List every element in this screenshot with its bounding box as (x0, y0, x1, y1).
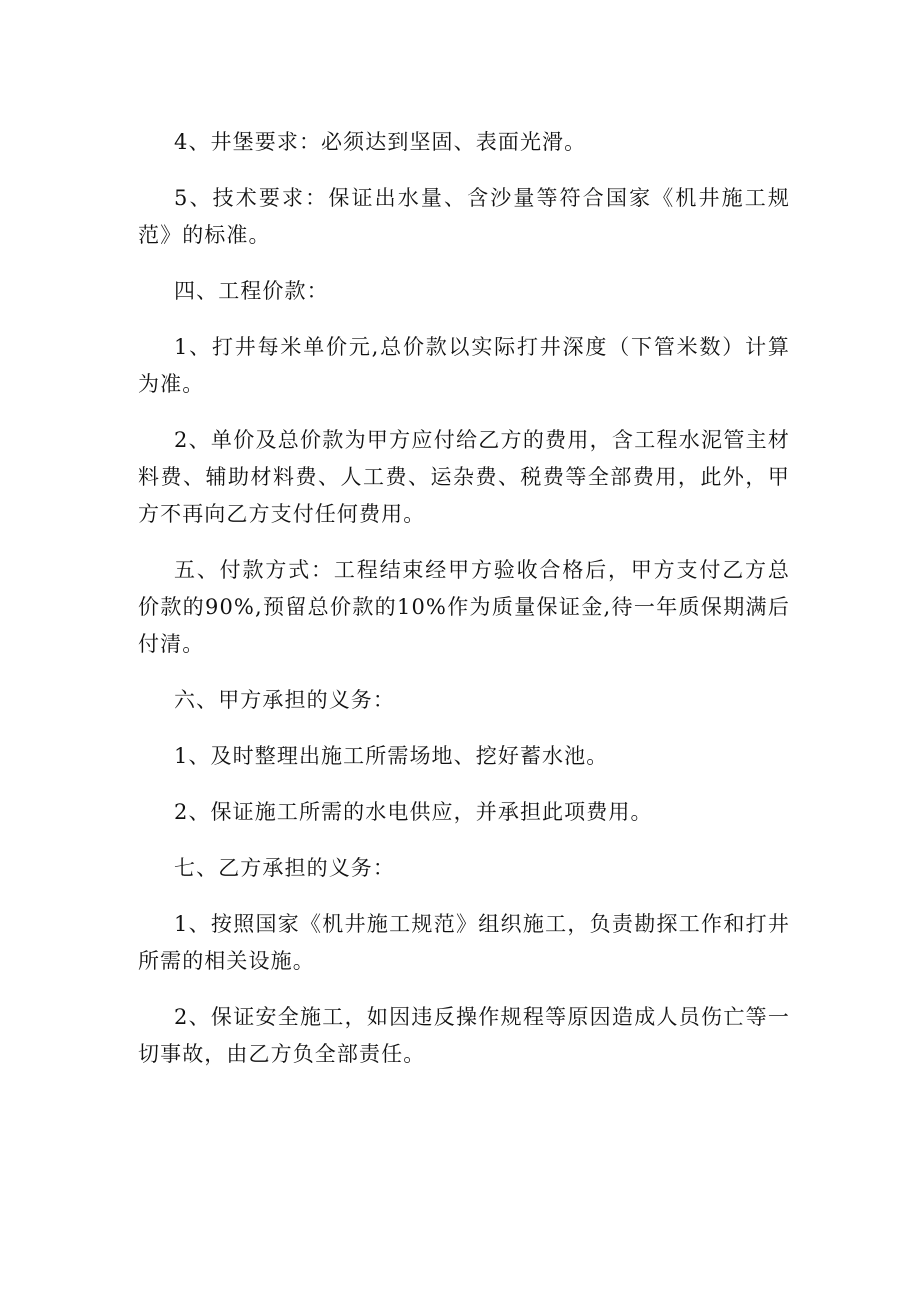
paragraph-unit-price: 1、打井每米单价元,总价款以实际打井深度（下管米数）计算为准。 (138, 335, 790, 396)
paragraph-party-b-safety: 2、保证安全施工，如因违反操作规程等原因造成人员伤亡等一切事故，由乙方负全部责任。 (138, 1005, 790, 1066)
paragraph-party-b-construction: 1、按照国家《机井施工规范》组织施工，负责勘探工作和打井所需的相关设施。 (138, 912, 790, 973)
section-heading-party-a-obligations: 六、甲方承担的义务： (174, 688, 395, 712)
section-heading-project-price: 四、工程价款： (174, 279, 329, 303)
paragraph-technical-requirement: 5、技术要求：保证出水量、含沙量等符合国家《机井施工规范》的标准。 (138, 186, 790, 247)
document-body (138, 124, 790, 1092)
section-heading-party-b-obligations: 七、乙方承担的义务： (174, 856, 395, 880)
paragraph-party-a-utilities: 2、保证施工所需的水电供应，并承担此项费用。 (174, 800, 653, 824)
paragraph-total-price-scope: 2、单价及总价款为甲方应付给乙方的费用，含工程水泥管主材料费、辅助材料费、人工费、运杂费、税费等全部费用，此外，甲方不再向乙方支付任何费用。 (138, 428, 790, 526)
paragraph-well-cap-requirement: 4、井堡要求：必须达到坚固、表面光滑。 (174, 130, 587, 154)
paragraph-party-a-site-prep: 1、及时整理出施工所需场地、挖好蓄水池。 (174, 744, 609, 768)
section-payment-method: 五、付款方式：工程结束经甲方验收合格后，甲方支付乙方总价款的90%,预留总价款的10%作为质量保证金,待一年质保期满后付清。 (138, 558, 790, 656)
